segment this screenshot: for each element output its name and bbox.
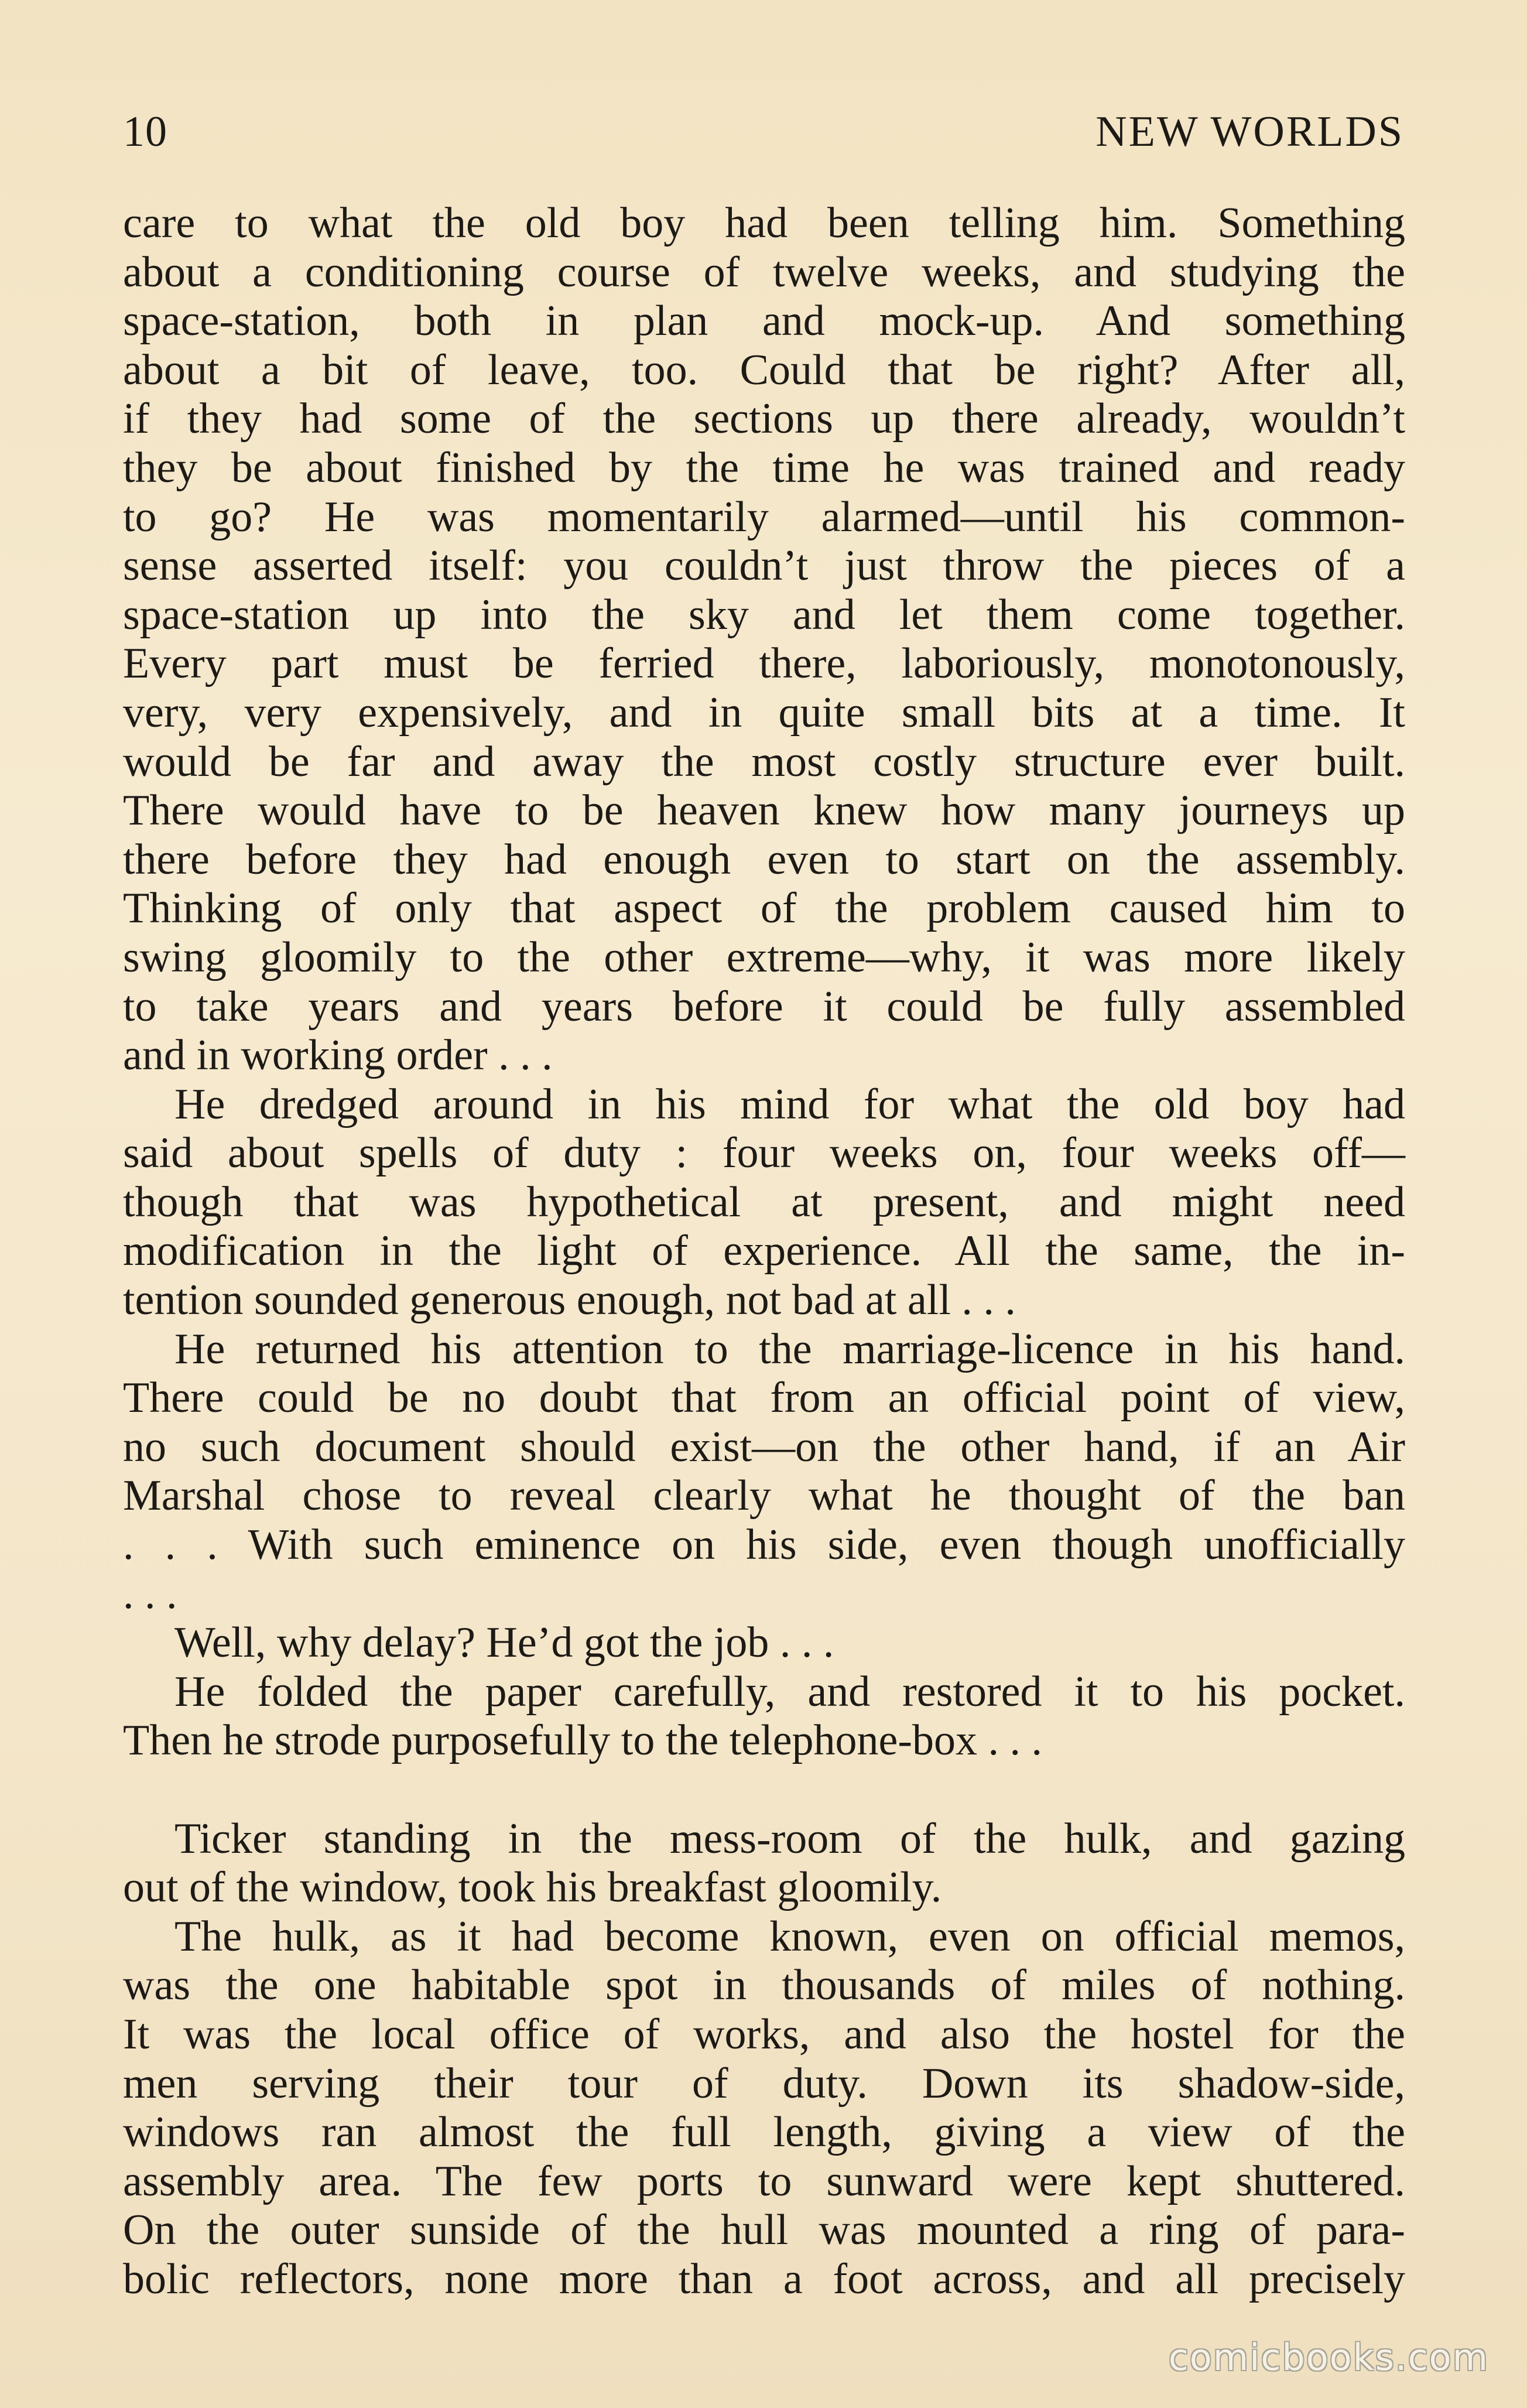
text-line: modification in the light of experience. All the same, the in-: [123, 1227, 1405, 1275]
text-line: sense asserted itself: you couldn’t just throw the pieces of a: [123, 542, 1405, 590]
text-line: there before they had enough even to start on the assembly.: [123, 835, 1405, 884]
text-line: no such document should exist—on the other hand, if an Air: [123, 1422, 1405, 1471]
text-line: assembly area. The few ports to sunward were kept shuttered.: [123, 2157, 1405, 2205]
text-line: He dredged around in his mind for what the old boy had: [174, 1080, 1405, 1128]
text-line: He returned his attention to the marriage-licence in his hand.: [174, 1325, 1405, 1373]
paragraph: [123, 1668, 1405, 1766]
text-line: Every part must be ferried there, laboriously, monotonously,: [123, 639, 1405, 688]
page-header: [123, 100, 1404, 164]
text-line: to go? He was momentarily alarmed—until his common-: [123, 492, 1405, 541]
text-line: Well, why delay? He’d got the job . . .: [174, 1619, 834, 1667]
paragraph: [123, 1815, 1405, 1913]
paragraph: [123, 199, 1405, 1080]
text-line: Marshal chose to reveal clearly what he thought of the ban: [123, 1472, 1405, 1520]
text-line: It was the local office of works, and also the hostel for the: [123, 2010, 1405, 2058]
text-line: and in working order . . .: [123, 1031, 553, 1080]
running-head: NEW WORLDS: [1095, 107, 1404, 156]
section-break: [123, 1766, 1405, 1815]
text-line: space-station up into the sky and let them come together.: [123, 590, 1405, 639]
text-line: The hulk, as it had become known, even on official memos,: [174, 1912, 1405, 1961]
body-text: [123, 199, 1405, 2304]
text-line: space-station, both in plan and mock-up. And something: [123, 297, 1405, 346]
text-line: about a bit of leave, too. Could that be right? After all,: [123, 346, 1405, 394]
text-line: though that was hypothetical at present, and might need: [123, 1178, 1405, 1226]
text-line: care to what the old boy had been telling him. Something: [123, 199, 1405, 247]
text-line: bolic reflectors, none more than a foot across, and all precisely: [123, 2255, 1405, 2303]
text-line: very, very expensively, and in quite small bits at a time. It: [123, 688, 1405, 737]
text-line: said about spells of duty : four weeks on, four weeks off—: [123, 1129, 1405, 1178]
text-line: would be far and away the most costly structure ever built.: [123, 737, 1405, 786]
text-line: There would have to be heaven knew how many journeys up: [123, 786, 1405, 835]
text-line: . . . With such eminence on his side, even though unofficially: [123, 1521, 1405, 1569]
watermark: comicbooks.com: [1168, 2336, 1489, 2379]
text-line: men serving their tour of duty. Down its shadow-side,: [123, 2059, 1405, 2108]
page-number: 10: [123, 107, 167, 156]
text-line: He folded the paper carefully, and restored it to his pocket.: [174, 1667, 1405, 1716]
text-line: Thinking of only that aspect of the problem caused him to: [123, 884, 1405, 933]
text-line: if they had some of the sections up there already, wouldn’t: [123, 395, 1405, 443]
text-line: Ticker standing in the mess-room of the hulk, and gazing: [174, 1814, 1405, 1863]
text-line: out of the window, took his breakfast gloomily.: [123, 1863, 942, 1912]
paragraph: [123, 1619, 1405, 1668]
text-line: about a conditioning course of twelve weeks, and studying the: [123, 248, 1405, 296]
paragraph: [123, 1325, 1405, 1619]
text-line: Then he strode purposefully to the telephone-box . . .: [123, 1716, 1043, 1765]
paragraph: [123, 1913, 1405, 2304]
text-line: swing gloomily to the other extreme—why, it was more likely: [123, 933, 1405, 981]
text-line: There could be no doubt that from an official point of view,: [123, 1374, 1405, 1422]
text-line: to take years and years before it could be fully assembled: [123, 982, 1405, 1031]
text-line: they be about finished by the time he was trained and ready: [123, 443, 1405, 492]
text-line: On the outer sunside of the hull was mounted a ring of para-: [123, 2206, 1405, 2255]
text-line: . . .: [123, 1569, 177, 1618]
text-line: tention sounded generous enough, not bad at all . . .: [123, 1276, 1016, 1325]
text-line: windows ran almost the full length, giving a view of the: [123, 2108, 1405, 2157]
paragraph: [123, 1080, 1405, 1325]
text-line: was the one habitable spot in thousands of miles of nothing.: [123, 1961, 1405, 2010]
